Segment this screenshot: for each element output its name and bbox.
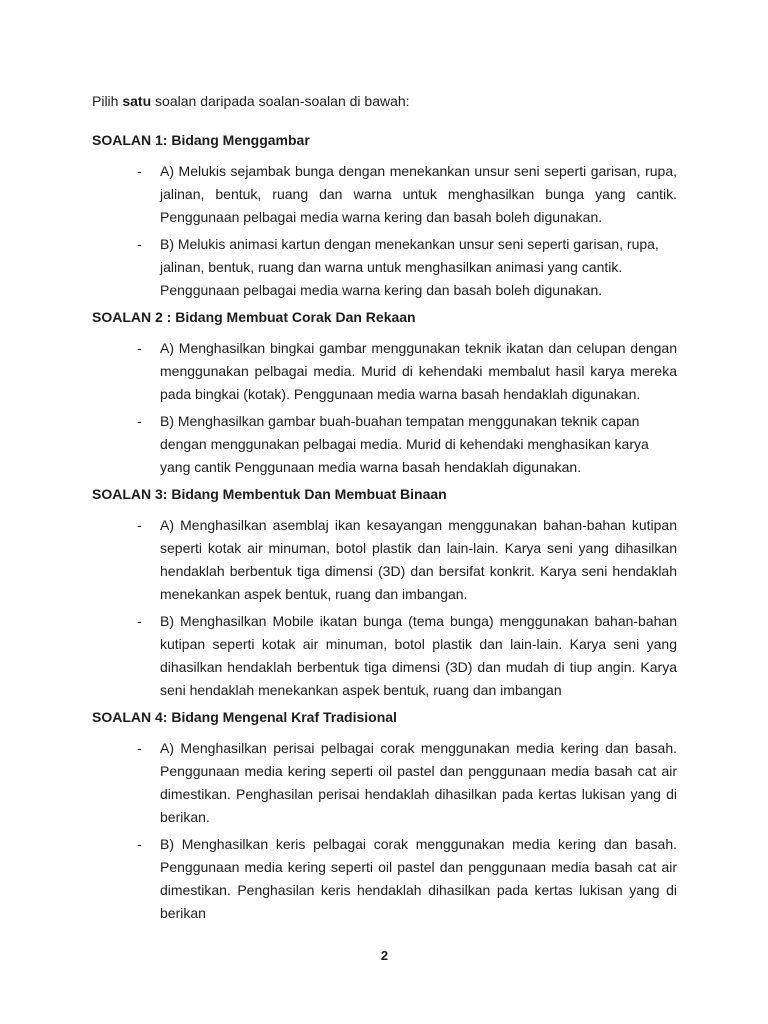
intro-bold-word: satu — [122, 93, 152, 109]
intro-suffix: soalan daripada soalan-soalan di bawah: — [151, 93, 410, 109]
list-item — [92, 610, 677, 702]
list-item — [92, 233, 677, 302]
soalan-1-item-b: B) Melukis animasi kartun dengan menekankan unsur seni seperti garisan, rupa, jalinan, bentuk, ruang dan warna untuk menghasilkan animasi yang cantik. Penggunaan pelbagai media warna kering dan basah boleh digunakan. — [160, 236, 659, 298]
page-number: 2 — [380, 948, 389, 963]
soalan-4-heading: SOALAN 4: Bidang Mengenal Kraf Tradisional — [92, 709, 397, 725]
bullet-dash-icon: - — [137, 236, 142, 252]
soalan-2-heading: SOALAN 2 : Bidang Membuat Corak Dan Rekaan — [92, 309, 416, 325]
intro-prefix: Pilih — [92, 93, 123, 109]
soalan-2-item-a: A) Menghasilkan bingkai gambar menggunakan teknik ikatan dan celupan dengan menggunakan pelbagai media. Murid di kehendaki membalut hasil karya mereka pada bingkai (kotak). Penggunaan media warna basah hendaklah digunakan. — [160, 340, 677, 402]
bullet-dash-icon: - — [137, 413, 142, 429]
list-item — [92, 160, 677, 229]
list-item — [92, 514, 677, 606]
soalan-1-item-a: A) Melukis sejambak bunga dengan menekankan unsur seni seperti garisan, rupa, jalinan, bentuk, ruang dan warna untuk menghasilkan bunga yang cantik. Penggunaan pelbagai media warna kering dan basah boleh digunakan. — [160, 163, 677, 225]
list-item — [92, 737, 677, 829]
soalan-4-item-b: B) Menghasilkan keris pelbagai corak menggunakan media kering dan basah. Penggunaan media kering seperti oil pastel dan penggunaan media basah cat air dimestikan. Penghasilan keris hendaklah dihasilkan pada kertas lukisan yang di berikan — [160, 836, 677, 921]
bullet-dash-icon: - — [137, 740, 142, 756]
bullet-dash-icon: - — [137, 340, 142, 356]
list-item — [92, 833, 677, 925]
intro-line — [92, 90, 677, 113]
bullet-dash-icon: - — [137, 163, 142, 179]
soalan-3-item-a: A) Menghasilkan asemblaj ikan kesayangan menggunakan bahan-bahan kutipan seperti kotak air minuman, botol plastik dan lain-lain. Karya seni yang dihasilkan hendaklah berbentuk tiga dimensi (3D) dan bersifat konkrit. Karya seni hendaklah menekankan aspek bentuk, ruang dan imbangan. — [160, 517, 677, 602]
soalan-1-heading: SOALAN 1: Bidang Menggambar — [92, 132, 310, 148]
bullet-dash-icon: - — [137, 836, 142, 852]
section-soalan-3 — [92, 483, 677, 702]
soalan-2-item-b: B) Menghasilkan gambar buah-buahan tempatan menggunakan teknik capan dengan menggunakan pelbagai media. Murid di kehendaki menghasikan karya yang cantik Penggunaan media warna basah hendaklah digunakan. — [160, 413, 649, 475]
list-item — [92, 410, 677, 479]
soalan-3-item-b: B) Menghasilkan Mobile ikatan bunga (tema bunga) menggunakan bahan-bahan kutipan seperti kotak air minuman, botol plastik dan lain-lain. Karya seni yang dihasilkan hendaklah berbentuk tiga dimensi (3D) dan mudah di tiup angin. Karya seni hendaklah menekankan aspek bentuk, ruang dan imbangan — [160, 613, 677, 698]
section-soalan-1 — [92, 129, 677, 302]
list-item — [92, 337, 677, 406]
bullet-dash-icon: - — [137, 613, 142, 629]
soalan-3-heading: SOALAN 3: Bidang Membentuk Dan Membuat Binaan — [92, 486, 447, 502]
soalan-4-item-a: A) Menghasilkan perisai pelbagai corak menggunakan media kering dan basah. Penggunaan media kering seperti oil pastel dan penggunaan media basah cat air dimestikan. Penghasilan perisai hendaklah dihasilkan pada kertas lukisan yang di berikan. — [160, 740, 677, 825]
bullet-dash-icon: - — [137, 517, 142, 533]
section-soalan-2 — [92, 306, 677, 479]
section-soalan-4 — [92, 706, 677, 925]
